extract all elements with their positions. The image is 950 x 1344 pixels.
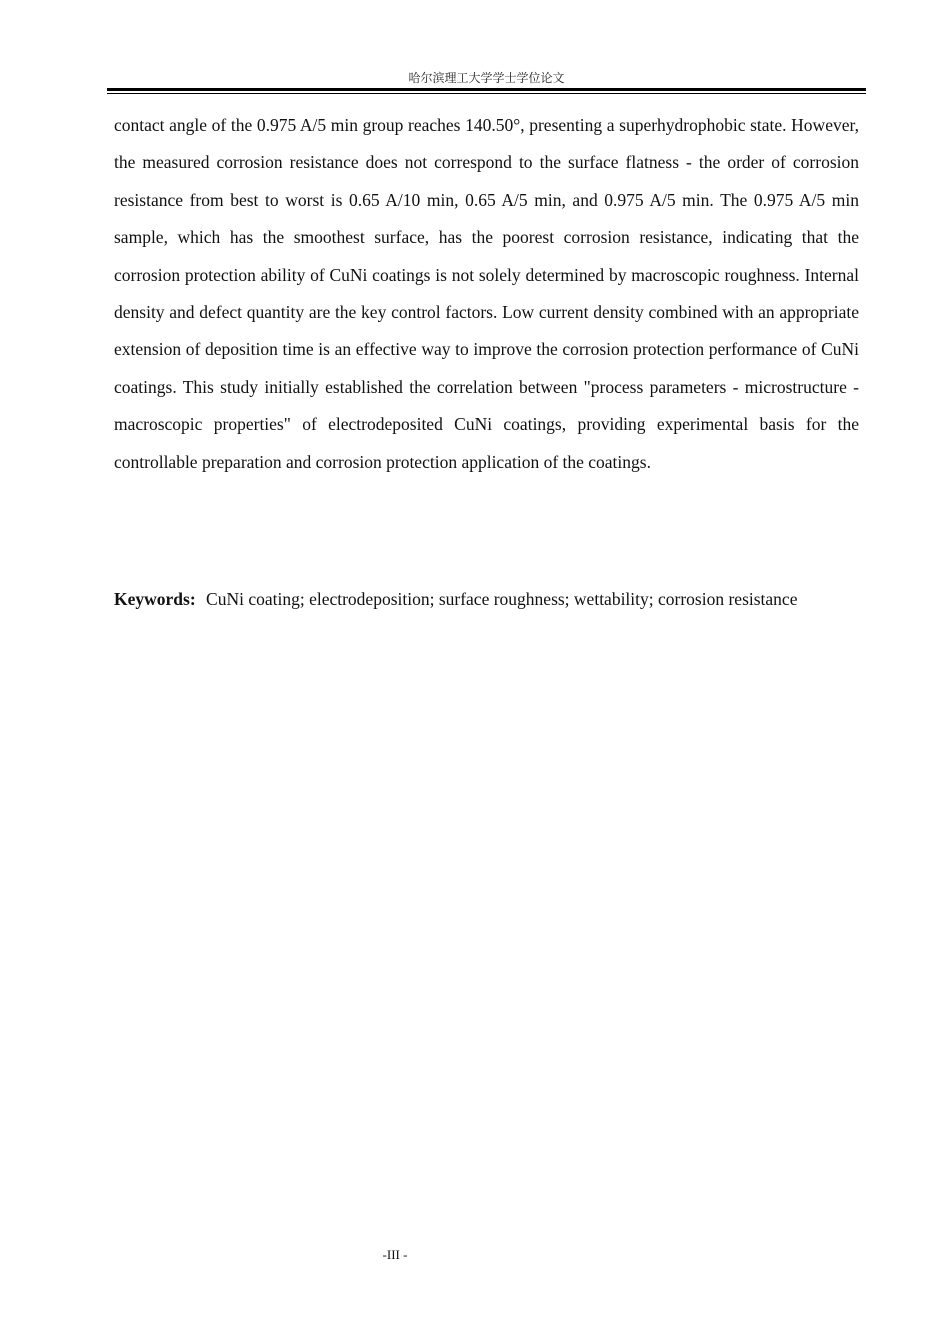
page-number: -III - — [382, 1247, 408, 1262]
abstract-paragraph: contact angle of the 0.975 A/5 min group reaches 140.50°, presenting a superhydrophobic state. However, the measured corrosion resistance does not correspond to the surface flatness - the order of corrosion resistance from best to worst is 0.65 A/10 min, 0.65 A/5 min, and 0.975 A/5 min. The 0.975 A/5 min sample, which has the smoothest surface, has the poorest corrosion resistance, indicating that the corrosion protection ability of CuNi coatings is not solely determined by macroscopic roughness. Internal density and defect quantity are the key control factors. Low current density combined with an appropriate extension of deposition time is an effective way to improve the corrosion protection performance of CuNi coatings. This study initially established the correlation between "process parameters - microstructure - macroscopic properties" of electrodeposited CuNi coatings, providing experimental basis for the controllable preparation and corrosion protection application of the coatings. — [114, 115, 859, 472]
keywords-value: CuNi coating; electrodeposition; surface roughness; wettability; corrosion resistance — [206, 589, 798, 609]
keywords-line — [114, 584, 859, 614]
running-header: 哈尔滨理工大学学士学位论文 — [408, 71, 565, 85]
keywords-label: Keywords: — [114, 589, 196, 609]
header-rule-thick — [107, 88, 866, 91]
header-rule-thin — [107, 93, 866, 94]
